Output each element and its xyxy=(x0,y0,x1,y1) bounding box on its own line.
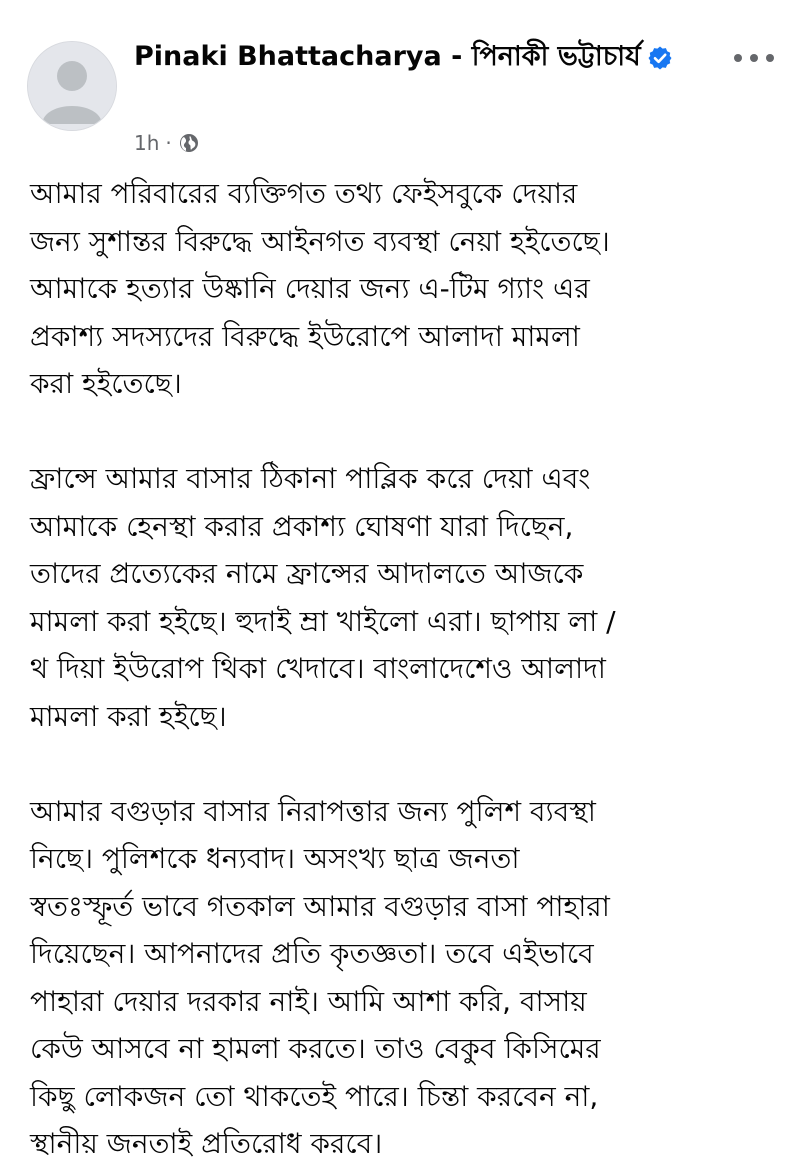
author-name-text[interactable]: Pinaki Bhattacharya - পিনাকী ভট্টাচার্য xyxy=(134,41,641,72)
post-paragraph-3: আমার বগুড়ার বাসার নিরাপত্তার জন্য পুলিশ ব্যবস্থা নিছে। পুলিশকে ধন্যবাদ। অসংখ্য ছাত্র জনতা স্বতঃস্ফূর্ত ভাবে গতকাল আমার বগুড়ার বাসা পাহারা দিয়েছেন। আপনাদের প্রতি কৃতজ্ঞতা। তবে এইভাবে পাহারা দেয়ার দরকার নাই। আমি আশা করি, বাসায় কেউ আসবে না হামলা করতে। তাও বেকুব কিসিমের কিছু লোকজন তো থাকতেই পারে। চিন্তা করবেন না, স্থানীয় জনতাই প্রতিরোধ করবে। xyxy=(30,794,610,1160)
meta-separator: · xyxy=(165,131,172,155)
default-user-avatar-icon[interactable] xyxy=(27,41,117,131)
more-options-icon[interactable] xyxy=(730,44,778,72)
globe-icon[interactable] xyxy=(178,132,200,154)
post-body xyxy=(30,170,775,1168)
more-dot xyxy=(766,54,774,62)
author-name[interactable] xyxy=(134,36,694,78)
post-paragraph-2: ফ্রান্সে আমার বাসার ঠিকানা পাব্লিক করে দেয়া এবং আমাকে হেনস্থা করার প্রকাশ্য ঘোষণা যারা দিছেন, তাদের প্রত্যেকের নামে ফ্রান্সের আদালতে আজকে মামলা করা হইছে। হুদাই ম্রা খাইলো এরা। ছাপায় লা / থ দিয়া ইউরোপ থিকা খেদাবে। বাংলাদেশেও আলাদা মামলা করা হইছে। xyxy=(30,462,616,733)
post-meta xyxy=(134,128,200,158)
verified-badge-icon xyxy=(647,42,673,68)
post-timestamp[interactable]: 1h xyxy=(134,131,160,155)
more-dot xyxy=(734,54,742,62)
post-paragraph-1: আমার পরিবারের ব্যক্তিগত তথ্য ফেইসবুকে দেয়ার জন্য সুশান্তর বিরুদ্ধে আইনগত ব্যবস্থা নেয়া হইতেছে। আমাকে হত্যার উষ্কানি দেয়ার জন্য এ-টিম গ্যাং এর প্রকাশ্য সদস্যদের বিরুদ্ধে ইউরোপে আলাদা মামলা করা হইতেছে। xyxy=(30,177,610,400)
more-dot xyxy=(750,54,758,62)
post-header xyxy=(0,0,800,170)
